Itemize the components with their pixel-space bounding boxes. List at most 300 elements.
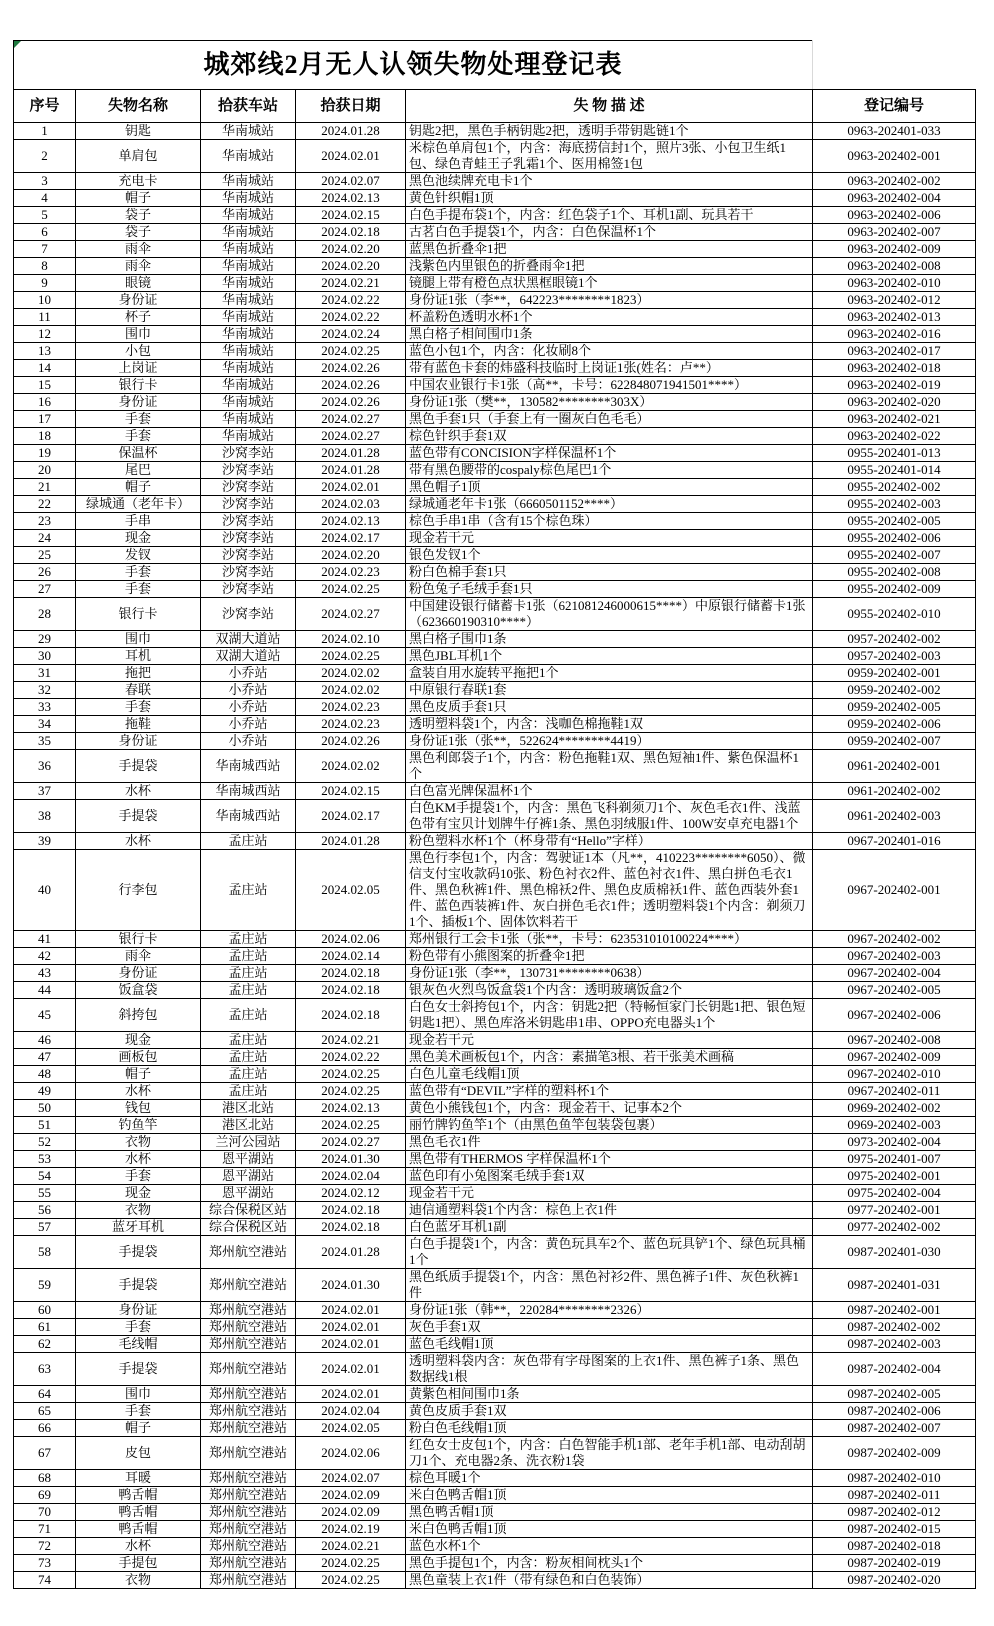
cell-reg-no[interactable]: 0987-202401-030 — [813, 1236, 976, 1269]
cell-item-name[interactable]: 身份证 — [76, 1302, 201, 1319]
cell-description[interactable]: 白色儿童毛线帽1顶 — [406, 1066, 813, 1083]
cell-description[interactable]: 黄色小熊钱包1个，内含：现金若干、记事本2个 — [406, 1100, 813, 1117]
cell-no[interactable]: 26 — [14, 564, 76, 581]
cell-description[interactable]: 红色女士皮包1个，内含：白色智能手机1部、老年手机1部、电动刮胡刀1个、充电器2条、洗衣粉1袋 — [406, 1437, 813, 1470]
cell-item-name[interactable]: 手套 — [76, 1168, 201, 1185]
cell-item-name[interactable]: 水杯 — [76, 1083, 201, 1100]
cell-reg-no[interactable]: 0987-202402-010 — [813, 1470, 976, 1487]
cell-station[interactable]: 华南城西站 — [201, 750, 296, 783]
cell-station[interactable]: 综合保税区站 — [201, 1219, 296, 1236]
cell-reg-no[interactable]: 0959-202402-006 — [813, 716, 976, 733]
cell-no[interactable]: 71 — [14, 1521, 76, 1538]
cell-description[interactable]: 身份证1张（樊**，130582********303X） — [406, 394, 813, 411]
cell-no[interactable]: 24 — [14, 530, 76, 547]
cell-station[interactable]: 孟庄站 — [201, 931, 296, 948]
cell-station[interactable]: 孟庄站 — [201, 1032, 296, 1049]
cell-no[interactable]: 2 — [14, 140, 76, 173]
cell-description[interactable]: 镜腿上带有橙色点状黑框眼镜1个 — [406, 275, 813, 292]
cell-station[interactable]: 华南城站 — [201, 207, 296, 224]
cell-item-name[interactable]: 身份证 — [76, 292, 201, 309]
cell-date[interactable]: 2024.02.07 — [296, 173, 406, 190]
cell-station[interactable]: 华南城站 — [201, 292, 296, 309]
cell-station[interactable]: 郑州航空港站 — [201, 1336, 296, 1353]
cell-item-name[interactable]: 手套 — [76, 581, 201, 598]
cell-station[interactable]: 华南城站 — [201, 275, 296, 292]
cell-description[interactable]: 蓝黑色折叠伞1把 — [406, 241, 813, 258]
cell-no[interactable]: 37 — [14, 783, 76, 800]
cell-no[interactable]: 59 — [14, 1269, 76, 1302]
cell-reg-no[interactable]: 0957-202402-002 — [813, 631, 976, 648]
col-header-item-name[interactable]: 失物名称 — [76, 90, 201, 123]
cell-station[interactable]: 郑州航空港站 — [201, 1572, 296, 1589]
cell-date[interactable]: 2024.02.05 — [296, 850, 406, 931]
cell-reg-no[interactable]: 0963-202402-013 — [813, 309, 976, 326]
cell-description[interactable]: 黑色手提包1个，内含：粉灰相间枕头1个 — [406, 1555, 813, 1572]
cell-no[interactable]: 8 — [14, 258, 76, 275]
cell-item-name[interactable]: 行李包 — [76, 850, 201, 931]
cell-reg-no[interactable]: 0987-202402-006 — [813, 1403, 976, 1420]
cell-description[interactable]: 灰色手套1双 — [406, 1319, 813, 1336]
cell-description[interactable]: 粉白色棉手套1只 — [406, 564, 813, 581]
cell-station[interactable]: 华南城西站 — [201, 800, 296, 833]
cell-station[interactable]: 沙窝李站 — [201, 547, 296, 564]
cell-date[interactable]: 2024.02.27 — [296, 598, 406, 631]
cell-description[interactable]: 身份证1张（李**，642223********1823） — [406, 292, 813, 309]
cell-date[interactable]: 2024.02.19 — [296, 1521, 406, 1538]
cell-description[interactable]: 身份证1张（李**，130731********0638） — [406, 965, 813, 982]
cell-station[interactable]: 孟庄站 — [201, 965, 296, 982]
cell-station[interactable]: 沙窝李站 — [201, 496, 296, 513]
cell-reg-no[interactable]: 0977-202402-002 — [813, 1219, 976, 1236]
cell-station[interactable]: 郑州航空港站 — [201, 1521, 296, 1538]
cell-item-name[interactable]: 银行卡 — [76, 598, 201, 631]
cell-description[interactable]: 白色手提布袋1个，内含：红色袋子1个、耳机1副、玩具若干 — [406, 207, 813, 224]
cell-item-name[interactable]: 手提袋 — [76, 1236, 201, 1269]
cell-reg-no[interactable]: 0967-202402-011 — [813, 1083, 976, 1100]
cell-item-name[interactable]: 手套 — [76, 699, 201, 716]
cell-station[interactable]: 郑州航空港站 — [201, 1437, 296, 1470]
cell-item-name[interactable]: 耳暖 — [76, 1470, 201, 1487]
cell-date[interactable]: 2024.02.01 — [296, 479, 406, 496]
cell-reg-no[interactable]: 0975-202402-001 — [813, 1168, 976, 1185]
cell-item-name[interactable]: 手套 — [76, 428, 201, 445]
cell-station[interactable]: 华南城站 — [201, 309, 296, 326]
cell-reg-no[interactable]: 0963-202402-018 — [813, 360, 976, 377]
cell-description[interactable]: 米白色鸭舌帽1顶 — [406, 1521, 813, 1538]
cell-description[interactable]: 身份证1张（张**，522624********4419） — [406, 733, 813, 750]
cell-station[interactable]: 小乔站 — [201, 716, 296, 733]
cell-date[interactable]: 2024.02.13 — [296, 513, 406, 530]
cell-reg-no[interactable]: 0955-202402-008 — [813, 564, 976, 581]
cell-station[interactable]: 沙窝李站 — [201, 445, 296, 462]
cell-no[interactable]: 31 — [14, 665, 76, 682]
cell-description[interactable]: 迪信通塑料袋1个内含：棕色上衣1件 — [406, 1202, 813, 1219]
cell-date[interactable]: 2024.02.25 — [296, 343, 406, 360]
cell-item-name[interactable]: 手串 — [76, 513, 201, 530]
cell-date[interactable]: 2024.02.01 — [296, 1353, 406, 1386]
cell-no[interactable]: 47 — [14, 1049, 76, 1066]
cell-item-name[interactable]: 雨伞 — [76, 948, 201, 965]
col-header-description[interactable]: 失 物 描 述 — [406, 90, 813, 123]
cell-item-name[interactable]: 帽子 — [76, 1066, 201, 1083]
cell-description[interactable]: 带有黑色腰带的cospaly棕色尾巴1个 — [406, 462, 813, 479]
cell-no[interactable]: 17 — [14, 411, 76, 428]
cell-station[interactable]: 华南城站 — [201, 190, 296, 207]
cell-date[interactable]: 2024.02.15 — [296, 207, 406, 224]
cell-station[interactable]: 郑州航空港站 — [201, 1302, 296, 1319]
cell-description[interactable]: 黑色皮质手套1只 — [406, 699, 813, 716]
cell-date[interactable]: 2024.02.17 — [296, 800, 406, 833]
cell-description[interactable]: 银灰色火烈鸟饭盒袋1个内含：透明玻璃饭盒2个 — [406, 982, 813, 999]
cell-reg-no[interactable]: 0963-202402-020 — [813, 394, 976, 411]
cell-station[interactable]: 沙窝李站 — [201, 598, 296, 631]
cell-item-name[interactable]: 袋子 — [76, 207, 201, 224]
cell-reg-no[interactable]: 0967-202402-003 — [813, 948, 976, 965]
cell-date[interactable]: 2024.02.10 — [296, 631, 406, 648]
cell-description[interactable]: 粉色兔子毛绒手套1只 — [406, 581, 813, 598]
cell-item-name[interactable]: 手提袋 — [76, 800, 201, 833]
cell-station[interactable]: 华南城站 — [201, 241, 296, 258]
cell-item-name[interactable]: 雨伞 — [76, 241, 201, 258]
cell-description[interactable]: 黑白格子围巾1条 — [406, 631, 813, 648]
cell-date[interactable]: 2024.02.23 — [296, 716, 406, 733]
cell-description[interactable]: 粉色塑料水杯1个（杯身带有“Hello”字样） — [406, 833, 813, 850]
cell-reg-no[interactable]: 0961-202402-002 — [813, 783, 976, 800]
cell-date[interactable]: 2024.02.15 — [296, 783, 406, 800]
cell-description[interactable]: 蓝色带有“DEVIL”字样的塑料杯1个 — [406, 1083, 813, 1100]
cell-date[interactable]: 2024.02.09 — [296, 1504, 406, 1521]
cell-date[interactable]: 2024.02.24 — [296, 326, 406, 343]
cell-reg-no[interactable]: 0959-202402-001 — [813, 665, 976, 682]
cell-station[interactable]: 华南城站 — [201, 123, 296, 140]
cell-description[interactable]: 黑白格子相间围巾1条 — [406, 326, 813, 343]
cell-no[interactable]: 55 — [14, 1185, 76, 1202]
cell-no[interactable]: 20 — [14, 462, 76, 479]
cell-reg-no[interactable]: 0959-202402-002 — [813, 682, 976, 699]
cell-date[interactable]: 2024.02.22 — [296, 292, 406, 309]
cell-item-name[interactable]: 手套 — [76, 411, 201, 428]
cell-date[interactable]: 2024.02.25 — [296, 1117, 406, 1134]
cell-no[interactable]: 36 — [14, 750, 76, 783]
cell-date[interactable]: 2024.01.28 — [296, 462, 406, 479]
cell-station[interactable]: 兰河公园站 — [201, 1134, 296, 1151]
cell-station[interactable]: 华南城站 — [201, 343, 296, 360]
cell-no[interactable]: 16 — [14, 394, 76, 411]
cell-date[interactable]: 2024.02.01 — [296, 1386, 406, 1403]
cell-date[interactable]: 2024.02.23 — [296, 699, 406, 716]
cell-no[interactable]: 30 — [14, 648, 76, 665]
cell-item-name[interactable]: 拖把 — [76, 665, 201, 682]
cell-no[interactable]: 40 — [14, 850, 76, 931]
cell-no[interactable]: 42 — [14, 948, 76, 965]
cell-station[interactable]: 华南城站 — [201, 428, 296, 445]
cell-reg-no[interactable]: 0963-202401-033 — [813, 123, 976, 140]
cell-no[interactable]: 21 — [14, 479, 76, 496]
cell-description[interactable]: 黑色池续牌充电卡1个 — [406, 173, 813, 190]
cell-reg-no[interactable]: 0967-202402-009 — [813, 1049, 976, 1066]
cell-item-name[interactable]: 蓝牙耳机 — [76, 1219, 201, 1236]
cell-item-name[interactable]: 身份证 — [76, 394, 201, 411]
col-header-reg-no[interactable]: 登记编号 — [813, 90, 976, 123]
cell-reg-no[interactable]: 0963-202402-010 — [813, 275, 976, 292]
cell-no[interactable]: 28 — [14, 598, 76, 631]
cell-station[interactable]: 华南城站 — [201, 224, 296, 241]
cell-date[interactable]: 2024.02.26 — [296, 394, 406, 411]
cell-date[interactable]: 2024.02.27 — [296, 411, 406, 428]
cell-reg-no[interactable]: 0987-202402-001 — [813, 1302, 976, 1319]
cell-description[interactable]: 白色女士斜挎包1个，内含：钥匙2把（特畅恒家门长钥匙1把、银色短钥匙1把）、黑色库洛米钥匙串1串、OPPO充电器头1个 — [406, 999, 813, 1032]
cell-no[interactable]: 60 — [14, 1302, 76, 1319]
cell-no[interactable]: 43 — [14, 965, 76, 982]
cell-item-name[interactable]: 鸭舌帽 — [76, 1487, 201, 1504]
cell-no[interactable]: 3 — [14, 173, 76, 190]
cell-date[interactable]: 2024.02.18 — [296, 224, 406, 241]
cell-item-name[interactable]: 雨伞 — [76, 258, 201, 275]
cell-date[interactable]: 2024.02.01 — [296, 1319, 406, 1336]
cell-reg-no[interactable]: 0961-202402-001 — [813, 750, 976, 783]
cell-description[interactable]: 蓝色水杯1个 — [406, 1538, 813, 1555]
cell-no[interactable]: 7 — [14, 241, 76, 258]
cell-description[interactable]: 黑色行李包1个，内含：驾驶证1本（凡**，410223********6050）、微信支付宝收款码10张、粉色衬衣2件、蓝色衬衣1件、黑白拼色毛衣1件、黑色秋裤1件、黑色棉袄2件、黑色皮质棉袄1件、蓝色西装外套1件、蓝色西装裤1件、灰白拼色毛衣1件；透明塑料袋1个内含：剃须刀1个、插板1个、固体饮料若干 — [406, 850, 813, 931]
cell-reg-no[interactable]: 0955-202402-003 — [813, 496, 976, 513]
cell-station[interactable]: 沙窝李站 — [201, 530, 296, 547]
cell-no[interactable]: 68 — [14, 1470, 76, 1487]
cell-reg-no[interactable]: 0967-202402-004 — [813, 965, 976, 982]
cell-date[interactable]: 2024.01.28 — [296, 833, 406, 850]
cell-item-name[interactable]: 围巾 — [76, 1386, 201, 1403]
cell-no[interactable]: 45 — [14, 999, 76, 1032]
cell-station[interactable]: 双湖大道站 — [201, 631, 296, 648]
cell-item-name[interactable]: 帽子 — [76, 479, 201, 496]
cell-no[interactable]: 66 — [14, 1420, 76, 1437]
cell-no[interactable]: 35 — [14, 733, 76, 750]
cell-item-name[interactable]: 充电卡 — [76, 173, 201, 190]
cell-station[interactable]: 郑州航空港站 — [201, 1420, 296, 1437]
cell-item-name[interactable]: 水杯 — [76, 833, 201, 850]
cell-reg-no[interactable]: 0987-202402-007 — [813, 1420, 976, 1437]
cell-no[interactable]: 65 — [14, 1403, 76, 1420]
cell-no[interactable]: 11 — [14, 309, 76, 326]
cell-description[interactable]: 郑州银行工会卡1张（张**，卡号：623531010100224****） — [406, 931, 813, 948]
cell-item-name[interactable]: 衣物 — [76, 1134, 201, 1151]
cell-reg-no[interactable]: 0963-202402-009 — [813, 241, 976, 258]
cell-reg-no[interactable]: 0955-202402-005 — [813, 513, 976, 530]
cell-no[interactable]: 4 — [14, 190, 76, 207]
cell-reg-no[interactable]: 0959-202402-007 — [813, 733, 976, 750]
cell-station[interactable]: 孟庄站 — [201, 999, 296, 1032]
cell-date[interactable]: 2024.02.13 — [296, 1100, 406, 1117]
cell-item-name[interactable]: 保温杯 — [76, 445, 201, 462]
cell-reg-no[interactable]: 0957-202402-003 — [813, 648, 976, 665]
cell-item-name[interactable]: 水杯 — [76, 1538, 201, 1555]
cell-description[interactable]: 黑色JBL耳机1个 — [406, 648, 813, 665]
cell-reg-no[interactable]: 0963-202402-022 — [813, 428, 976, 445]
cell-description[interactable]: 盒装自用水旋转平拖把1个 — [406, 665, 813, 682]
cell-description[interactable]: 粉白色毛线帽1顶 — [406, 1420, 813, 1437]
cell-reg-no[interactable]: 0987-202402-015 — [813, 1521, 976, 1538]
cell-station[interactable]: 华南城站 — [201, 173, 296, 190]
cell-station[interactable]: 小乔站 — [201, 733, 296, 750]
cell-no[interactable]: 41 — [14, 931, 76, 948]
cell-reg-no[interactable]: 0963-202402-019 — [813, 377, 976, 394]
cell-item-name[interactable]: 围巾 — [76, 631, 201, 648]
cell-no[interactable]: 39 — [14, 833, 76, 850]
cell-description[interactable]: 黑色童装上衣1件（带有绿色和白色装饰） — [406, 1572, 813, 1589]
cell-station[interactable]: 港区北站 — [201, 1117, 296, 1134]
cell-reg-no[interactable]: 0967-202401-016 — [813, 833, 976, 850]
cell-item-name[interactable]: 上岗证 — [76, 360, 201, 377]
cell-description[interactable]: 现金若干元 — [406, 1032, 813, 1049]
cell-description[interactable]: 黄色针织帽1顶 — [406, 190, 813, 207]
cell-reg-no[interactable]: 0969-202402-003 — [813, 1117, 976, 1134]
cell-no[interactable]: 23 — [14, 513, 76, 530]
cell-description[interactable]: 黑色纸质手提袋1个，内含：黑色衬衫2件、黑色裤子1件、灰色秋裤1件 — [406, 1269, 813, 1302]
cell-station[interactable]: 华南城西站 — [201, 783, 296, 800]
cell-date[interactable]: 2024.02.21 — [296, 1538, 406, 1555]
cell-description[interactable]: 身份证1张（韩**，220284********2326） — [406, 1302, 813, 1319]
cell-date[interactable]: 2024.02.25 — [296, 581, 406, 598]
cell-reg-no[interactable]: 0987-202402-018 — [813, 1538, 976, 1555]
cell-reg-no[interactable]: 0969-202402-002 — [813, 1100, 976, 1117]
cell-reg-no[interactable]: 0967-202402-002 — [813, 931, 976, 948]
col-header-station[interactable]: 拾获车站 — [201, 90, 296, 123]
cell-reg-no[interactable]: 0963-202402-007 — [813, 224, 976, 241]
cell-no[interactable]: 1 — [14, 123, 76, 140]
cell-item-name[interactable]: 春联 — [76, 682, 201, 699]
cell-station[interactable]: 郑州航空港站 — [201, 1555, 296, 1572]
cell-item-name[interactable]: 小包 — [76, 343, 201, 360]
cell-date[interactable]: 2024.02.06 — [296, 931, 406, 948]
title-cell[interactable] — [14, 41, 813, 90]
cell-no[interactable]: 12 — [14, 326, 76, 343]
cell-description[interactable]: 蓝色小包1个，内含：化妆刷8个 — [406, 343, 813, 360]
cell-description[interactable]: 古茗白色手提袋1个，内含：白色保温杯1个 — [406, 224, 813, 241]
cell-date[interactable]: 2024.02.02 — [296, 750, 406, 783]
cell-no[interactable]: 18 — [14, 428, 76, 445]
cell-item-name[interactable]: 耳机 — [76, 648, 201, 665]
cell-item-name[interactable]: 帽子 — [76, 190, 201, 207]
cell-no[interactable]: 74 — [14, 1572, 76, 1589]
cell-reg-no[interactable]: 0967-202402-010 — [813, 1066, 976, 1083]
cell-reg-no[interactable]: 0987-202401-031 — [813, 1269, 976, 1302]
cell-no[interactable]: 51 — [14, 1117, 76, 1134]
cell-description[interactable]: 蓝色毛线帽1顶 — [406, 1336, 813, 1353]
cell-reg-no[interactable]: 0967-202402-001 — [813, 850, 976, 931]
cell-description[interactable]: 中国建设银行储蓄卡1张（621081246000615****）中原银行储蓄卡1张（623660190310****） — [406, 598, 813, 631]
cell-no[interactable]: 46 — [14, 1032, 76, 1049]
cell-date[interactable]: 2024.02.25 — [296, 1066, 406, 1083]
cell-description[interactable]: 蓝色带有CONCISION字样保温杯1个 — [406, 445, 813, 462]
cell-item-name[interactable]: 鸭舌帽 — [76, 1504, 201, 1521]
cell-item-name[interactable]: 饭盒袋 — [76, 982, 201, 999]
cell-item-name[interactable]: 皮包 — [76, 1437, 201, 1470]
cell-date[interactable]: 2024.02.04 — [296, 1403, 406, 1420]
cell-description[interactable]: 白色KM手提袋1个，内含：黑色飞科剃须刀1个、灰色毛衣1件、浅蓝色带有宝贝计划牌牛仔裤1条、黑色羽绒服1件、100W安卓充电器1个 — [406, 800, 813, 833]
cell-description[interactable]: 现金若干元 — [406, 530, 813, 547]
cell-reg-no[interactable]: 0987-202402-011 — [813, 1487, 976, 1504]
cell-station[interactable]: 郑州航空港站 — [201, 1504, 296, 1521]
cell-reg-no[interactable]: 0955-202401-013 — [813, 445, 976, 462]
cell-reg-no[interactable]: 0955-202401-014 — [813, 462, 976, 479]
cell-description[interactable]: 黑色带有THERMOS 字样保温杯1个 — [406, 1151, 813, 1168]
cell-item-name[interactable]: 身份证 — [76, 733, 201, 750]
cell-date[interactable]: 2024.02.01 — [296, 140, 406, 173]
cell-station[interactable]: 沙窝李站 — [201, 462, 296, 479]
cell-station[interactable]: 综合保税区站 — [201, 1202, 296, 1219]
cell-no[interactable]: 72 — [14, 1538, 76, 1555]
cell-reg-no[interactable]: 0987-202402-012 — [813, 1504, 976, 1521]
cell-date[interactable]: 2024.02.21 — [296, 1032, 406, 1049]
cell-no[interactable]: 27 — [14, 581, 76, 598]
cell-item-name[interactable]: 单肩包 — [76, 140, 201, 173]
cell-reg-no[interactable]: 0961-202402-003 — [813, 800, 976, 833]
cell-item-name[interactable]: 手提袋 — [76, 1353, 201, 1386]
cell-reg-no[interactable]: 0963-202402-021 — [813, 411, 976, 428]
cell-no[interactable]: 32 — [14, 682, 76, 699]
cell-date[interactable]: 2024.02.20 — [296, 241, 406, 258]
cell-reg-no[interactable]: 0987-202402-005 — [813, 1386, 976, 1403]
cell-reg-no[interactable]: 0963-202402-016 — [813, 326, 976, 343]
cell-item-name[interactable]: 拖鞋 — [76, 716, 201, 733]
cell-date[interactable]: 2024.02.25 — [296, 1555, 406, 1572]
cell-no[interactable]: 13 — [14, 343, 76, 360]
cell-station[interactable]: 恩平湖站 — [201, 1151, 296, 1168]
cell-date[interactable]: 2024.01.28 — [296, 123, 406, 140]
cell-no[interactable]: 50 — [14, 1100, 76, 1117]
cell-date[interactable]: 2024.02.26 — [296, 377, 406, 394]
cell-item-name[interactable]: 斜挎包 — [76, 999, 201, 1032]
cell-item-name[interactable]: 杯子 — [76, 309, 201, 326]
cell-no[interactable]: 54 — [14, 1168, 76, 1185]
cell-no[interactable]: 38 — [14, 800, 76, 833]
cell-date[interactable]: 2024.02.27 — [296, 1134, 406, 1151]
cell-description[interactable]: 黑色鸭舌帽1顶 — [406, 1504, 813, 1521]
cell-no[interactable]: 10 — [14, 292, 76, 309]
cell-description[interactable]: 白色富光牌保温杯1个 — [406, 783, 813, 800]
cell-date[interactable]: 2024.02.23 — [296, 564, 406, 581]
cell-no[interactable]: 34 — [14, 716, 76, 733]
cell-reg-no[interactable]: 0987-202402-004 — [813, 1353, 976, 1386]
cell-date[interactable]: 2024.02.22 — [296, 1049, 406, 1066]
cell-description[interactable]: 米棕色单肩包1个，内含：海底捞信封1个，照片3张、小包卫生纸1包、绿色青蛙王子乳霜1个、医用棉签1包 — [406, 140, 813, 173]
cell-reg-no[interactable]: 0963-202402-006 — [813, 207, 976, 224]
cell-description[interactable]: 黑色利郎袋子1个，内含：粉色拖鞋1双、黑色短袖1件、紫色保温杯1个 — [406, 750, 813, 783]
cell-station[interactable]: 华南城站 — [201, 360, 296, 377]
cell-reg-no[interactable]: 0967-202402-008 — [813, 1032, 976, 1049]
cell-no[interactable]: 49 — [14, 1083, 76, 1100]
cell-item-name[interactable]: 手提包 — [76, 1555, 201, 1572]
cell-station[interactable]: 郑州航空港站 — [201, 1403, 296, 1420]
cell-date[interactable]: 2024.01.30 — [296, 1151, 406, 1168]
cell-station[interactable]: 郑州航空港站 — [201, 1487, 296, 1504]
cell-description[interactable]: 白色手提袋1个，内含：黄色玩具车2个、蓝色玩具铲1个、绿色玩具桶1个 — [406, 1236, 813, 1269]
cell-reg-no[interactable]: 0967-202402-006 — [813, 999, 976, 1032]
cell-description[interactable]: 透明塑料袋1个，内含：浅咖色棉拖鞋1双 — [406, 716, 813, 733]
cell-date[interactable]: 2024.02.22 — [296, 309, 406, 326]
cell-description[interactable]: 浅紫色内里银色的折叠雨伞1把 — [406, 258, 813, 275]
cell-station[interactable]: 港区北站 — [201, 1100, 296, 1117]
cell-description[interactable]: 中原银行春联1套 — [406, 682, 813, 699]
cell-station[interactable]: 小乔站 — [201, 699, 296, 716]
cell-date[interactable]: 2024.02.02 — [296, 665, 406, 682]
cell-item-name[interactable]: 银行卡 — [76, 931, 201, 948]
cell-station[interactable]: 郑州航空港站 — [201, 1538, 296, 1555]
cell-date[interactable]: 2024.02.18 — [296, 1202, 406, 1219]
cell-item-name[interactable]: 钥匙 — [76, 123, 201, 140]
cell-date[interactable]: 2024.02.01 — [296, 1336, 406, 1353]
cell-station[interactable]: 孟庄站 — [201, 1066, 296, 1083]
cell-item-name[interactable]: 毛线帽 — [76, 1336, 201, 1353]
